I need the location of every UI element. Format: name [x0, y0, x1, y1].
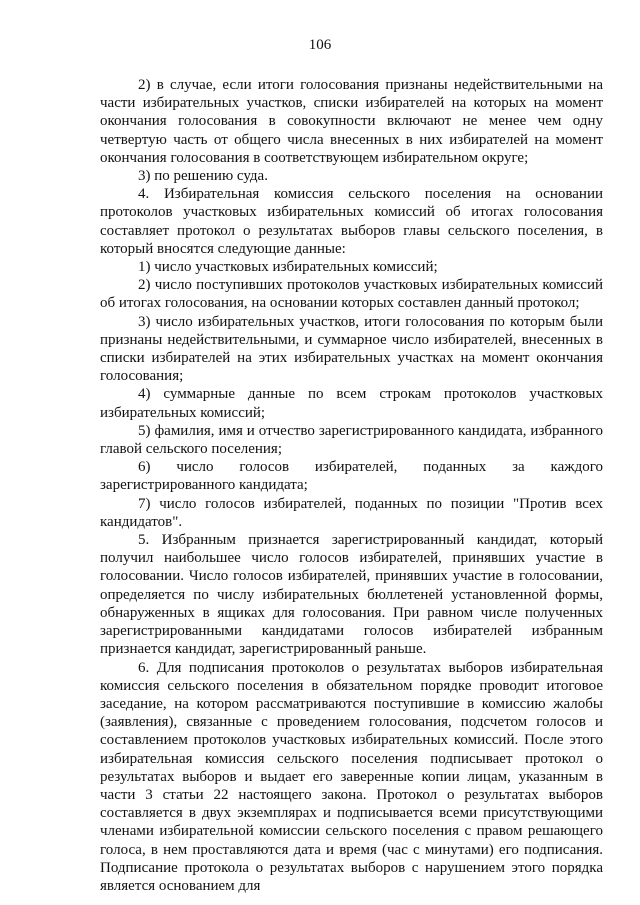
paragraph-list-item-4: 4) суммарные данные по всем строкам протоколов участковых избирательных комиссий; [100, 386, 603, 421]
paragraph-section-6: 6. Для подписания протоколов о результатах выборов избирательная комиссия сельского поселения в обязательном порядке проводит итоговое заседание, на котором рассматриваются поступившие в комиссию жалобы (заявления), связанные с проведением голосования, подсчетом голосов и составлением протоколов участковых избирательных комиссий. После этого избирательная комиссия сельского поселения подписывает протокол о результатах выборов и выдает его заверенные копии лицам, указанным в части 3 статьи 22 настоящего закона. Протокол о результатах выборов составляется в двух экземплярах и подписывается всеми присутствующими членами избирательной комиссии сельского поселения с правом решающего голоса, в нем проставляются дата и время (час с минутами) его подписания. Подписание протокола о результатах выборов с нарушением этого порядка является основанием для [100, 659, 603, 894]
paragraph-section-5: 5. Избранным признается зарегистрированный кандидат, который получил наибольшее число голосов избирателей, принявших участие в голосовании. Число голосов избирателей, принявших участие в голосовании, определяется по числу избирательных бюллетеней установленной формы, обнаруженных в ящиках для голосования. При равном числе полученных зарегистрированными кандидатами голосов избирателей избранным признается кандидат, зарегистрированный раньше. [100, 532, 603, 658]
paragraph-list-item-3: 3) число избирательных участков, итоги голосования по которым были признаны недействительными, и суммарное число избирателей, внесенных в списки избирателей на этих избирательных участках на момент окончания голосования; [100, 313, 603, 385]
paragraph-list-item-7: 7) число голосов избирателей, поданных по позиции "Против всех кандидатов". [100, 495, 603, 530]
paragraph-list-item-2: 2) число поступивших протоколов участковых избирательных комиссий об итогах голосования, на основании которых составлен данный протокол; [100, 277, 603, 312]
paragraph-list-item-5: 5) фамилия, имя и отчество зарегистрированного кандидата, избранного главой сельского поселения; [100, 422, 603, 458]
paragraph-list-item-1: 1) число участковых избирательных комиссий; [138, 259, 438, 276]
document-body [100, 76, 603, 895]
paragraph-section-4: 4. Избирательная комиссия сельского поселения на основании протоколов участковых избирательных комиссий об итогах голосования составляет протокол о результатах выборов главы сельского поселения, в который вносятся следующие данные: [100, 186, 603, 257]
page-number: 106 [308, 37, 332, 53]
paragraph-item-2: 2) в случае, если итоги голосования признаны недействительными на части избирательных участков, списки избирателей на которых на момент окончания голосования в совокупности включают не менее чем одну четвертую часть от общего числа внесенных в них избирателей на момент окончания голосования в соответствующем избирательном округе; [100, 77, 603, 166]
paragraph-item-3: 3) по решению суда. [138, 168, 268, 185]
paragraph-list-item-6: 6) число голосов избирателей, поданных за каждого зарегистрированного кандидата; [100, 459, 603, 494]
